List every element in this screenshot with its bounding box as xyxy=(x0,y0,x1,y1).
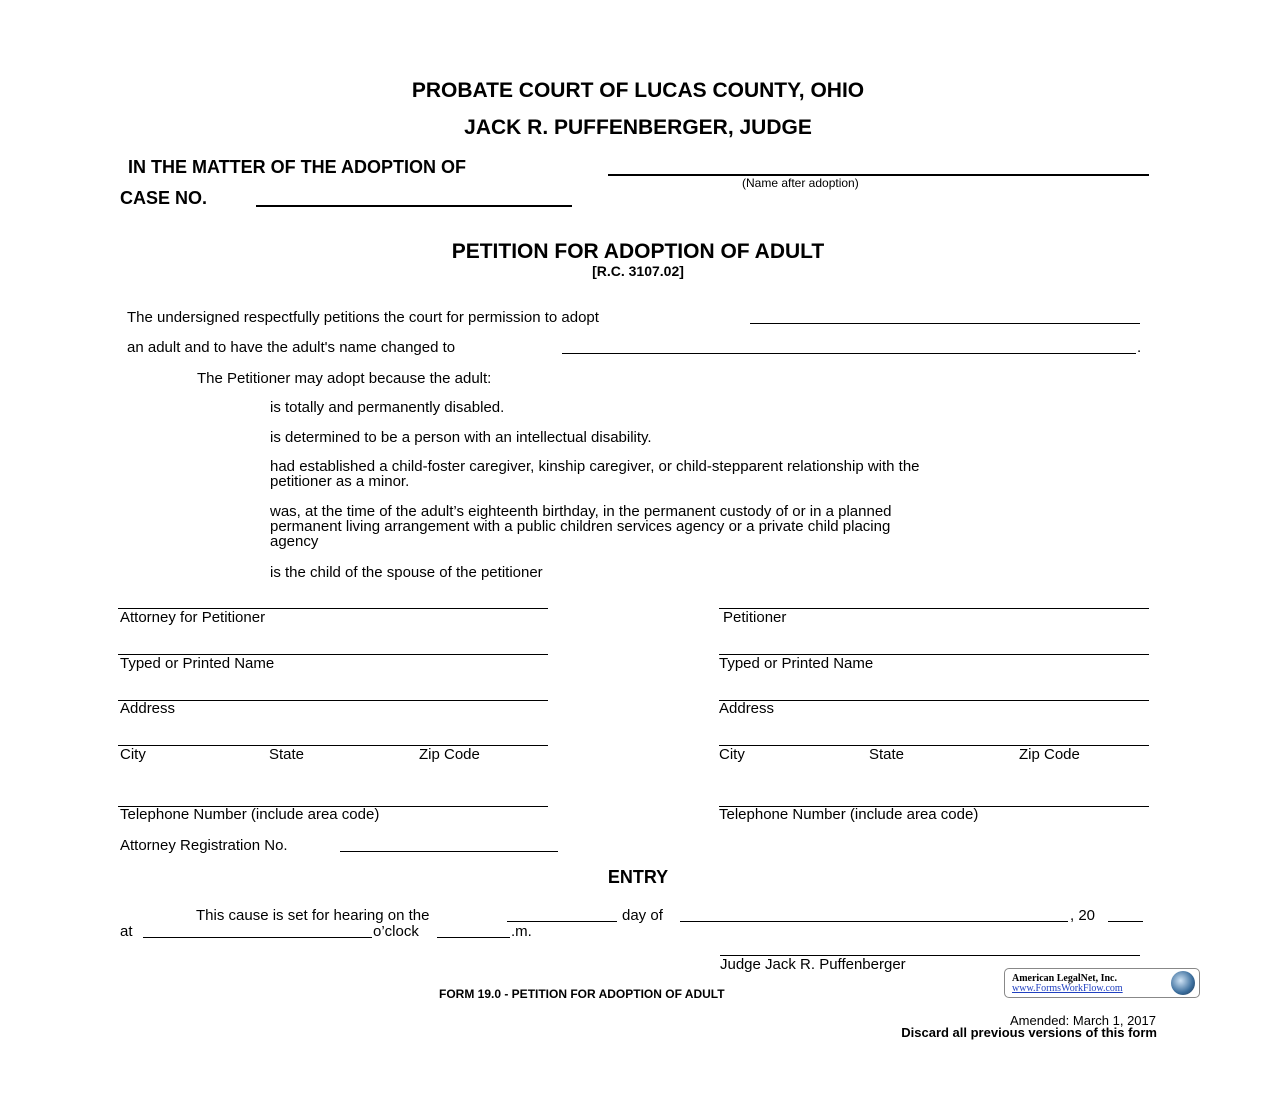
judge-signature-label: Judge Jack R. Puffenberger xyxy=(720,956,906,973)
new-name-field[interactable] xyxy=(562,353,1136,354)
hearing-day-field[interactable] xyxy=(507,921,617,922)
attorney-state-label: State xyxy=(269,746,305,763)
petition-line-1: The undersigned respectfully petitions the court for permission to adopt xyxy=(127,309,599,326)
attorney-registration-field[interactable] xyxy=(340,851,558,852)
form-number: FORM 19.0 - PETITION FOR ADOPTION OF ADULT xyxy=(439,987,725,1001)
year-prefix: , 20 xyxy=(1070,907,1096,924)
attorney-address-field[interactable] xyxy=(118,700,548,701)
discard-notice: Discard all previous versions of this form xyxy=(901,1025,1157,1040)
hearing-time-field[interactable] xyxy=(143,937,372,938)
attorney-zip-label: Zip Code xyxy=(419,746,480,763)
petition-title: PETITION FOR ADOPTION OF ADULT xyxy=(451,240,825,263)
hearing-text: This cause is set for hearing on the xyxy=(196,907,430,924)
attorney-city-field[interactable] xyxy=(118,745,548,746)
petitioner-state-label: State xyxy=(869,746,905,763)
judge-name: JACK R. PUFFENBERGER, JUDGE xyxy=(464,116,812,139)
reason-2: is determined to be a person with an intellectual disability. xyxy=(270,429,652,446)
reason-5: is the child of the spouse of the petitioner xyxy=(270,564,543,581)
reason-1: is totally and permanently disabled. xyxy=(270,399,505,416)
petitioner-city-label: City xyxy=(719,746,745,763)
adult-name-field[interactable] xyxy=(750,323,1140,324)
am-pm-field[interactable] xyxy=(437,937,510,938)
petitioner-city-field[interactable] xyxy=(719,745,1149,746)
reason-3-line-2: petitioner as a minor. xyxy=(270,473,410,490)
m-text: .m. xyxy=(511,923,532,940)
at-text: at xyxy=(120,923,133,940)
reason-4-line-3: agency xyxy=(270,533,319,550)
entry-heading: ENTRY xyxy=(607,867,669,887)
attorney-phone-label: Telephone Number (include area code) xyxy=(120,806,380,823)
oclock-text: o’clock xyxy=(373,923,419,940)
statute-reference: [R.C. 3107.02] xyxy=(592,263,684,279)
adoptee-name-field[interactable] xyxy=(608,174,1149,176)
matter-hint: (Name after adoption) xyxy=(742,176,859,190)
petitioner-zip-label: Zip Code xyxy=(1019,746,1080,763)
hearing-year-field[interactable] xyxy=(1108,921,1143,922)
attorney-label: Attorney for Petitioner xyxy=(120,609,266,626)
petitioner-phone-label: Telephone Number (include area code) xyxy=(719,806,979,823)
case-number-field[interactable] xyxy=(256,205,572,207)
case-label: CASE NO. xyxy=(120,188,208,208)
petitioner-name-label: Typed or Printed Name xyxy=(719,655,874,672)
hearing-month-field[interactable] xyxy=(680,921,1068,922)
attorney-address-label: Address xyxy=(120,700,176,717)
petitioner-address-label: Address xyxy=(719,700,775,717)
attorney-registration-label: Attorney Registration No. xyxy=(120,837,288,854)
reason-4-line-1: was, at the time of the adult’s eighteenth birthday, in the permanent custody of or in a planned xyxy=(270,503,892,520)
reasons-intro: The Petitioner may adopt because the adult: xyxy=(197,370,492,387)
day-of-text: day of xyxy=(622,907,663,924)
matter-label: IN THE MATTER OF THE ADOPTION OF xyxy=(128,157,466,177)
globe-icon xyxy=(1171,971,1195,995)
period: . xyxy=(1137,339,1142,356)
logo-url-link[interactable]: www.FormsWorkFlow.com xyxy=(1012,983,1123,994)
logo-name: American LegalNet, Inc. xyxy=(1012,973,1117,984)
petition-line-2: an adult and to have the adult's name changed to xyxy=(127,339,456,356)
attorney-name-label: Typed or Printed Name xyxy=(120,655,275,672)
petitioner-label: Petitioner xyxy=(723,609,787,626)
court-name: PROBATE COURT OF LUCAS COUNTY, OHIO xyxy=(411,79,865,102)
reason-4-line-2: permanent living arrangement with a public children services agency or a private child placing xyxy=(270,518,891,535)
attorney-city-label: City xyxy=(120,746,146,763)
reason-3-line-1: had established a child-foster caregiver, kinship caregiver, or child-stepparent relationship with the xyxy=(270,458,920,475)
american-legalnet-logo[interactable] xyxy=(1004,968,1200,998)
petitioner-address-field[interactable] xyxy=(719,700,1149,701)
amended-date: Amended: March 1, 2017 xyxy=(1010,1013,1156,1028)
